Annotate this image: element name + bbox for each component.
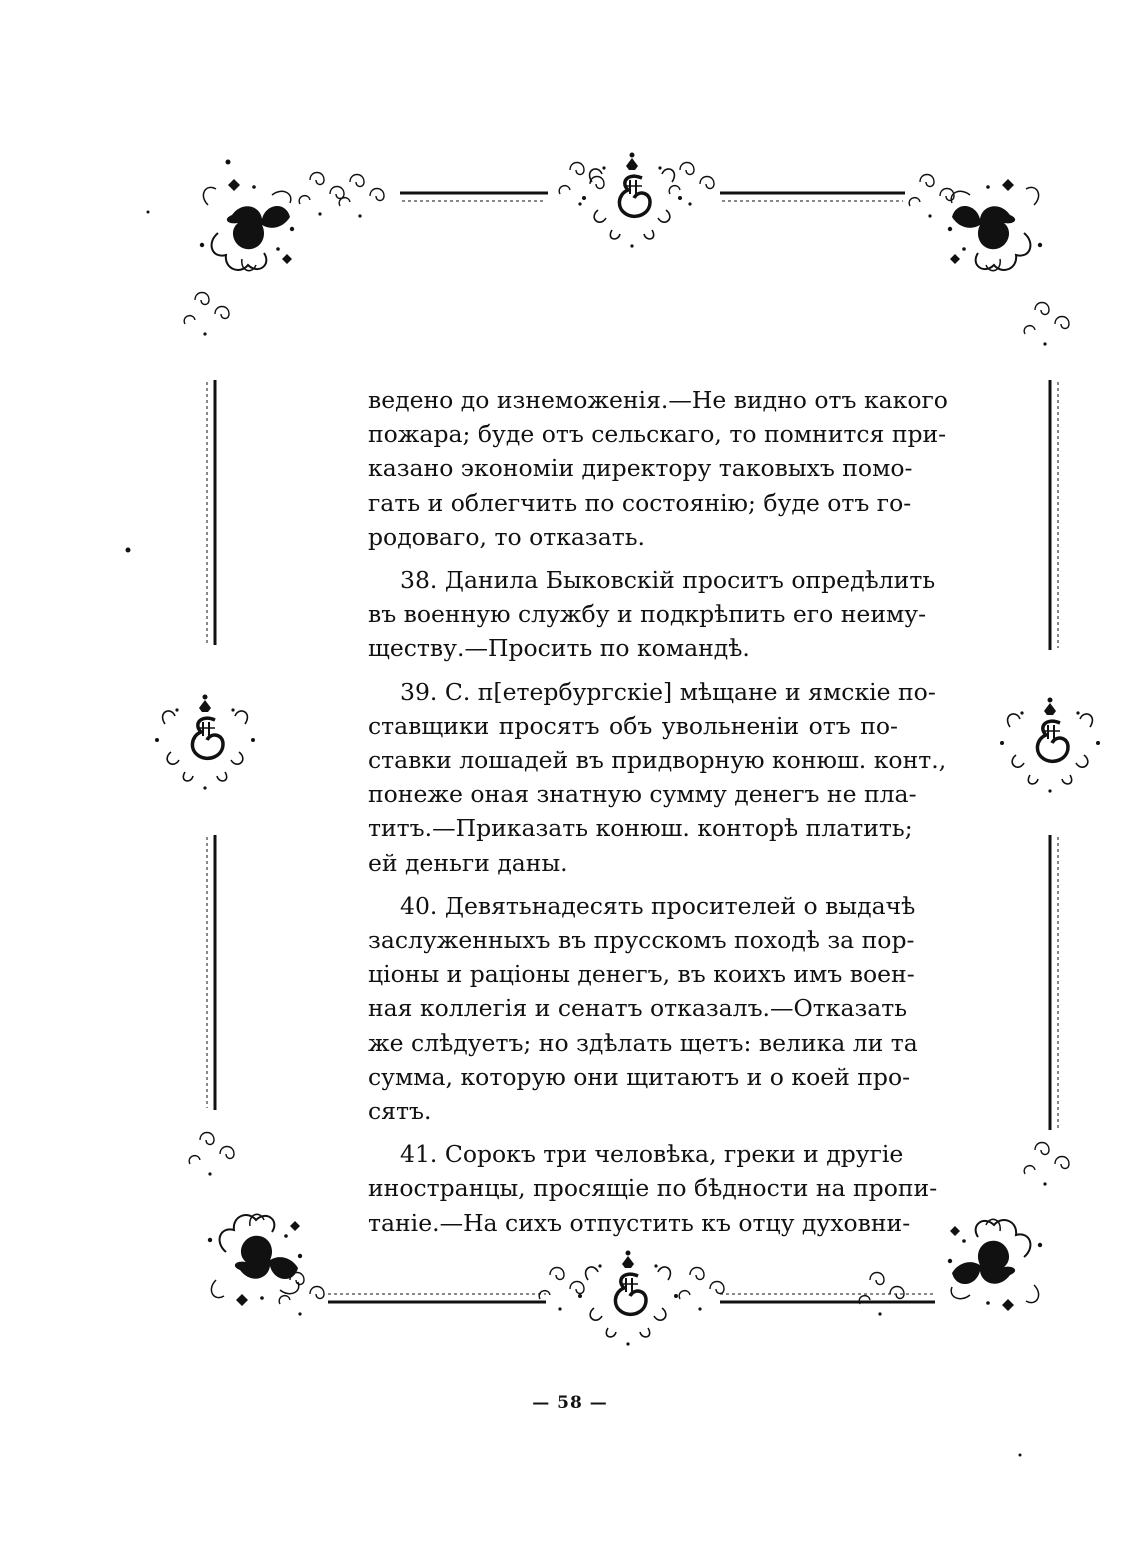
text-line: родоваго, то отказать.: [368, 522, 646, 551]
text-line: сумма, которую они щитаютъ и о коей про-: [368, 1062, 911, 1091]
text-line: ціоны и раціоны денегъ, въ коихъ имъ воен-: [368, 960, 915, 989]
text-line: заслуженныхъ въ прусскомъ походѣ за пор-: [368, 926, 915, 955]
paragraph-continuation: [368, 383, 948, 554]
text-line: сятъ.: [368, 1097, 432, 1126]
paragraph-41: [368, 1137, 938, 1240]
text-line: понеже оная знатную сумму денегъ не пла-: [368, 780, 917, 809]
text-line: 40. Девятьнадесять просителей о выдачѣ: [400, 891, 916, 920]
text-line: ществу.—Просить по командѣ.: [368, 634, 750, 663]
text-line: гать и облегчить по состоянію; буде отъ го-: [368, 488, 912, 517]
text-line: титъ.—Приказать конюш. конторѣ платить;: [368, 814, 913, 843]
text-line: ведено до изнеможенія.—Не видно отъ какого: [368, 386, 948, 414]
paragraph-38: [368, 563, 936, 666]
text-line: же слѣдуетъ; но здѣлать щетъ: велика ли та: [368, 1028, 918, 1057]
paragraph-40: [368, 889, 918, 1128]
text-line: казано экономіи директору таковыхъ помо-: [368, 454, 913, 483]
text-line: ей деньги даны.: [368, 848, 568, 877]
text-line: въ военную службу и подкрѣпить его неиму-: [368, 600, 927, 629]
text-line: ная коллегія и сенатъ отказалъ.—Отказать: [368, 994, 908, 1023]
text-line: 39. С. п[етербургскіе] мѣщане и ямскіе по-: [400, 677, 936, 706]
page-number: — 58 —: [532, 1393, 608, 1413]
text-line: 38. Данила Быковскій проситъ опредѣлить: [400, 566, 936, 595]
text-line: 41. Сорокъ три человѣка, греки и другіе: [400, 1140, 904, 1169]
text-line: ставки лошадей въ придворную конюш. конт.,: [368, 746, 947, 775]
text-line: ставщики просятъ объ увольненіи отъ по-: [368, 711, 898, 740]
text-line: пожара; буде отъ сельскаго, то помнится при-: [368, 420, 947, 449]
text-line: иностранцы, просящіе по бѣдности на пропи-: [368, 1174, 938, 1203]
paragraph-39: [368, 675, 947, 880]
text-line: таніе.—На сихъ отпустить къ отцу духовни-: [368, 1208, 911, 1237]
main-text: [368, 383, 948, 1249]
